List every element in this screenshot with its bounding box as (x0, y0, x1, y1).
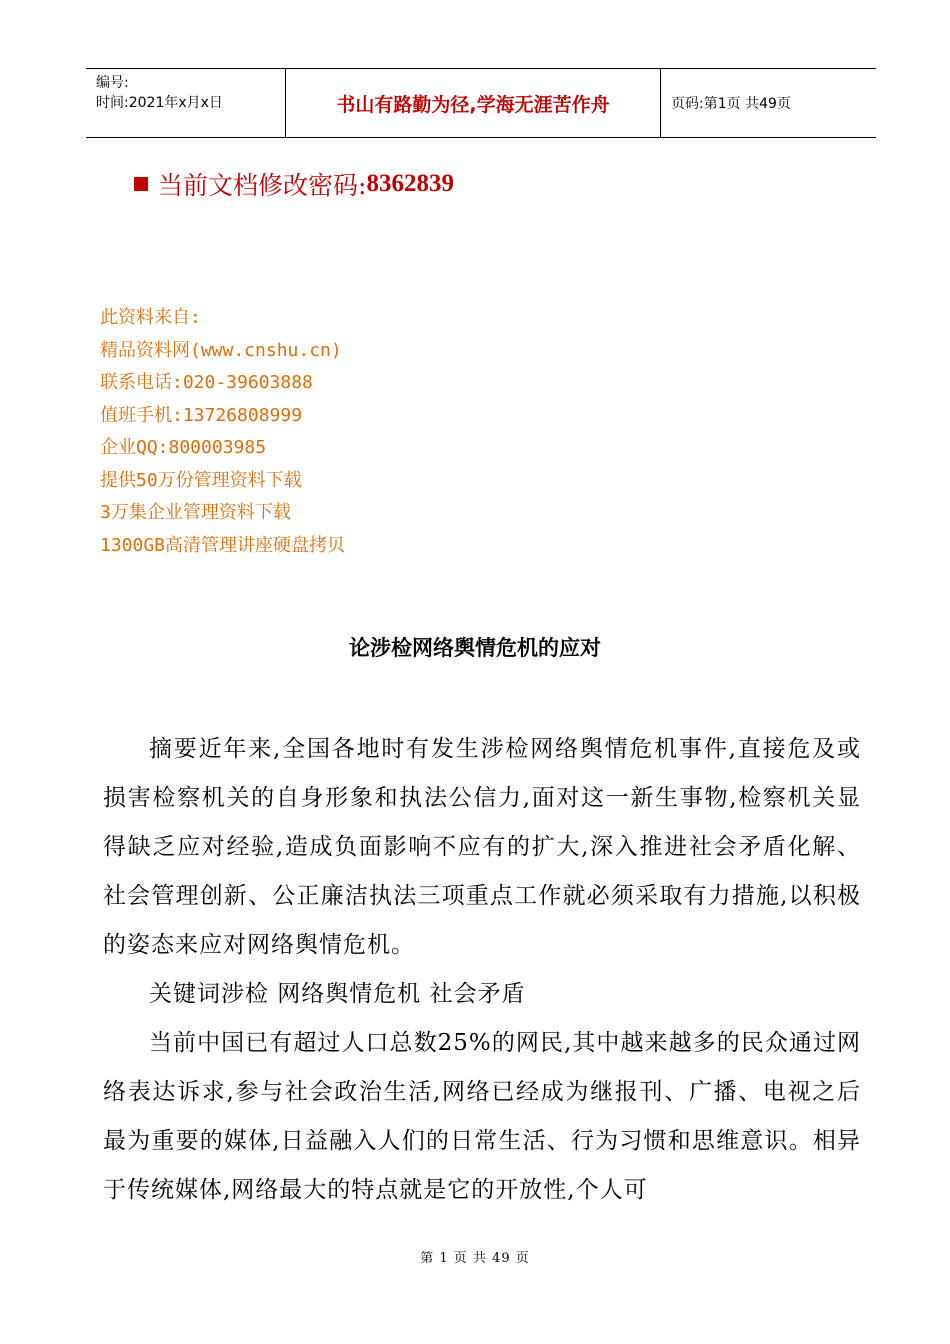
source-line: 此资料来自: (100, 307, 201, 328)
document-header (86, 68, 876, 138)
square-bullet-icon (134, 177, 148, 191)
document-number-label: 编号: (96, 75, 129, 91)
source-line: 3万集企业管理资料下载 (100, 502, 291, 523)
password-notice (134, 166, 454, 202)
password-code: 8362839 (366, 170, 454, 197)
header-page-info: 页码:第1页 共49页 (671, 96, 791, 112)
page-footer: 第 1 页 共 49 页 (420, 1251, 530, 1266)
document-time-label: 时间:2021年x月x日 (96, 95, 223, 111)
source-line: 联系电话:020-39603888 (100, 372, 313, 393)
document-title: 论涉检网络舆情危机的应对 (349, 636, 601, 660)
keywords-paragraph: 关键词涉检 网络舆情危机 社会矛盾 (149, 981, 526, 1007)
header-motto: 书山有路勤为径,学海无涯苦作舟 (286, 69, 661, 137)
source-line: 值班手机:13726808999 (100, 404, 303, 426)
source-line: 1300GB高清管理讲座硬盘拷贝 (100, 534, 346, 556)
abstract-paragraph: 摘要近年来,全国各地时有发生涉检网络舆情危机事件,直接危及或损害检察机关的自身形象和执法公信力,面对这一新生事物,检察机关显得缺乏应对经验,造成负面影响不应有的扩大,深入推进社会矛盾化解、社会管理创新、公正廉洁执法三项重点工作就必须采取有力措施,以积极的姿态来应对网络舆情危机。 (103, 736, 861, 958)
source-info-block (100, 302, 345, 562)
source-line: 提供50万份管理资料下载 (100, 469, 302, 491)
password-label: 当前文档修改密码: (158, 171, 367, 200)
document-body (103, 725, 861, 1215)
body-paragraph: 当前中国已有超过人口总数25%的网民,其中越来越多的民众通过网络表达诉求,参与社会政治生活,网络已经成为继报刊、广播、电视之后最为重要的媒体,日益融入人们的日常生活、行为习惯和思维意识。相异于传统媒体,网络最大的特点就是它的开放性,个人可 (103, 1030, 861, 1203)
source-line: 精品资料网(www.cnshu.cn) (100, 339, 342, 361)
header-meta-cell (86, 69, 286, 137)
source-line: 企业QQ:800003985 (100, 437, 267, 458)
